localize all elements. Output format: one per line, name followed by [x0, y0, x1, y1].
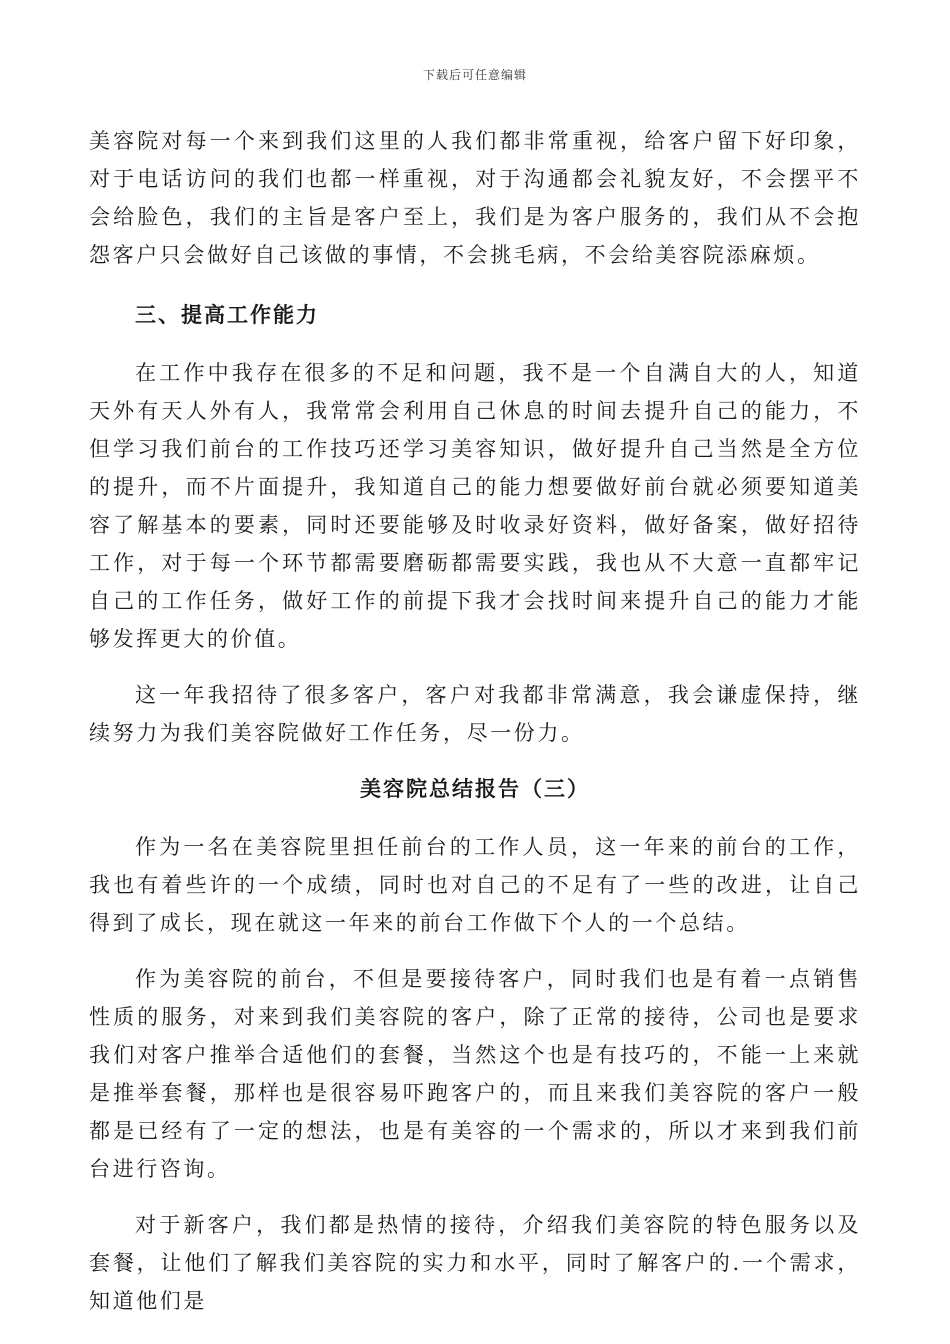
paragraph: 作为一名在美容院里担任前台的工作人员，这一年来的前台的工作，我也有着些许的一个成绩，同时也对自己的不足有了一些的改进，让自己得到了成长，现在就这一年来的前台工作做下个人的一个总结。 — [89, 835, 861, 935]
section-heading: 三、提高工作能力 — [135, 302, 319, 327]
paragraph: 作为美容院的前台，不但是要接待客户，同时我们也是有着一点销售性质的服务，对来到我们美容院的客户，除了正常的接待，公司也是要求我们对客户推举合适他们的套餐，当然这个也是有技巧的，不能一上来就是推举套餐，那样也是很容易吓跑客户的，而且来我们美容院的客户一般都是已经有了一定的想法，也是有美容的一个需求的，所以才来到我们前台进行咨询。 — [89, 967, 861, 1181]
paragraph: 对于新客户，我们都是热情的接待，介绍我们美容院的特色服务以及套餐，让他们了解我们美容院的实力和水平，同时了解客户的.一个需求，知道他们是 — [89, 1213, 861, 1313]
report-title: 美容院总结报告（三） — [360, 776, 590, 801]
paragraph-continuation: 美容院对每一个来到我们这里的人我们都非常重视，给客户留下好印象，对于电话访问的我们也都一样重视，对于沟通都会礼貌友好，不会摆平不会给脸色，我们的主旨是客户至上，我们是为客户服务的，我们从不会抱怨客户只会做好自己该做的事情，不会挑毛病，不会给美容院添麻烦。 — [89, 129, 861, 267]
paragraph: 这一年我招待了很多客户，客户对我都非常满意，我会谦虚保持，继续努力为我们美容院做好工作任务，尽一份力。 — [89, 683, 861, 745]
paragraph: 在工作中我存在很多的不足和问题，我不是一个自满自大的人，知道天外有天人外有人，我常常会利用自己休息的时间去提升自己的能力，不但学习我们前台的工作技巧还学习美容知识，做好提升自己当然是全方位的提升，而不片面提升，我知道自己的能力想要做好前台就必须要知道美容了解基本的要素，同时还要能够及时收录好资料，做好备案，做好招待工作，对于每一个环节都需要磨砺都需要实践，我也从不大意一直都牢记自己的工作任务，做好工作的前提下我才会找时间来提升自己的能力才能够发挥更大的价值。 — [89, 361, 861, 651]
header-note: 下载后可任意编辑 — [422, 68, 527, 82]
document-body — [89, 122, 861, 1338]
